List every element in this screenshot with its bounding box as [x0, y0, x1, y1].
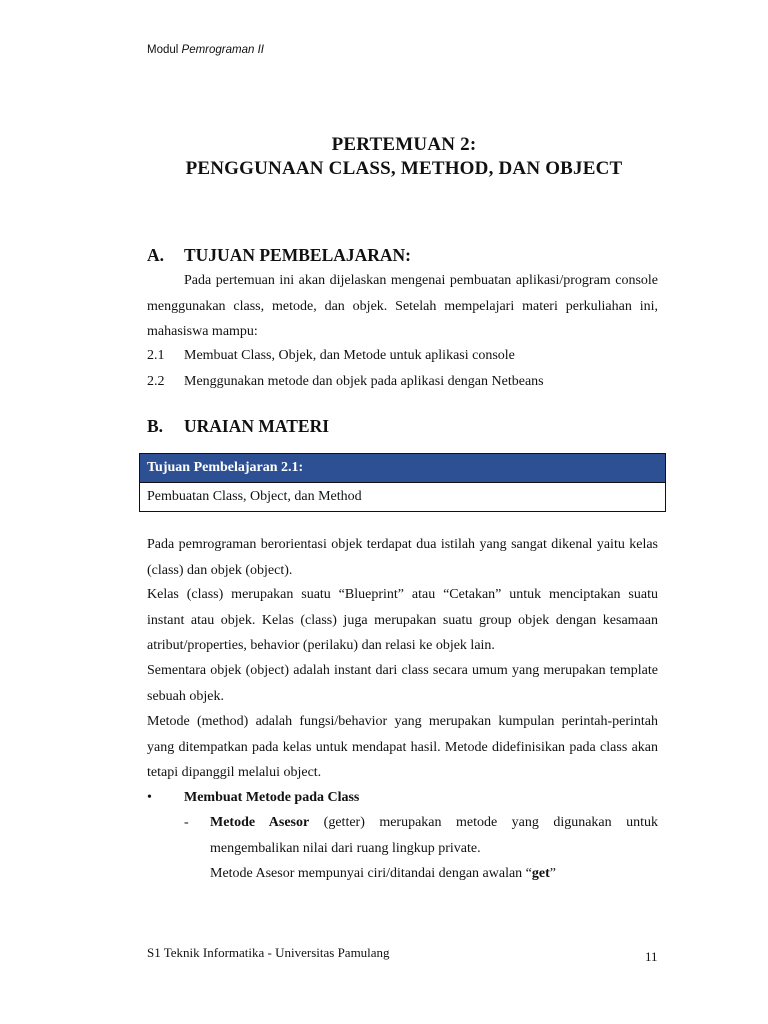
page-number: 11 [645, 949, 658, 964]
section-b-title: URAIAN MATERI [184, 416, 330, 436]
section-b-letter: B. [147, 416, 164, 436]
objective-text: Membuat Class, Objek, dan Metode untuk aplikasi console [184, 348, 515, 363]
chapter-title-line1: PERTEMUAN 2: [331, 134, 477, 155]
paragraph-method: Metode (method) adalah fungsi/behavior yang merupakan kumpulan perintah-perintah yang ditempatkan pada kelas untuk mendapat hasil. Metode didefinisikan pada class akan tetapi dipanggil melalui object. [147, 714, 658, 780]
footer-institution: S1 Teknik Informatika - Universitas Pamulang [147, 945, 390, 960]
bullet-icon: • [147, 790, 152, 805]
objective-number: 2.1 [147, 348, 165, 363]
paragraph-object: Sementara objek (object) adalah instant dari class secara umum yang merupakan template sebuah objek. [147, 663, 658, 704]
section-b-heading [147, 416, 329, 437]
sub-item-description: (getter) merupakan metode yang digunakan untuk mengembalikan nilai dari ruang lingkup private. [210, 815, 658, 856]
sub-item-text [210, 810, 658, 861]
running-header [147, 44, 264, 56]
header-prefix: Modul [147, 44, 179, 56]
objective-table-body-row [140, 483, 666, 512]
objective-number: 2.2 [147, 374, 165, 389]
chapter-title-line2: PENGGUNAAN CLASS, METHOD, DAN OBJECT [185, 158, 623, 179]
objective-table [139, 453, 666, 512]
bullet-text: Membuat Metode pada Class [184, 790, 360, 805]
paragraph-intro: Pada pemrograman berorientasi objek terdapat dua istilah yang sangat dikenal yaitu kelas (class) dan objek (object). [147, 537, 658, 578]
bullet-item [147, 785, 359, 810]
objective-table-body: Pembuatan Class, Object, dan Method [140, 483, 666, 512]
objective-item-1 [147, 343, 515, 368]
objective-table-header-row [140, 454, 666, 483]
sub-item-note [210, 861, 658, 887]
note-keyword: get [531, 866, 550, 881]
section-a-title: TUJUAN PEMBELAJARAN: [184, 245, 412, 265]
objective-text: Menggunakan metode dan objek pada aplikasi dengan Netbeans [184, 374, 544, 389]
note-suffix: ” [549, 866, 557, 881]
section-a-intro: Pada pertemuan ini akan dijelaskan mengenai pembuatan aplikasi/program console menggunakan class, metode, dan objek. Setelah mempelajari materi perkuliahan ini, mahasiswa mampu: [147, 273, 658, 339]
header-title: Pemrograman II [181, 44, 264, 56]
paragraph-class: Kelas (class) merupakan suatu “Blueprint” atau “Cetakan” untuk menciptakan suatu instant atau objek. Kelas (class) juga merupakan suatu group objek dengan kesamaan atribut/properties, behavior (perilaku) dan relasi ke objek lain. [147, 587, 658, 653]
objective-item-2 [147, 369, 544, 394]
sub-item-term: Metode Asesor [210, 815, 310, 830]
dash-icon: - [184, 815, 189, 830]
section-a-letter: A. [147, 245, 165, 265]
section-a-heading [147, 245, 411, 266]
note-prefix: Metode Asesor mempunyai ciri/ditandai dengan awalan “ [210, 866, 532, 881]
objective-table-header: Tujuan Pembelajaran 2.1: [140, 454, 666, 483]
